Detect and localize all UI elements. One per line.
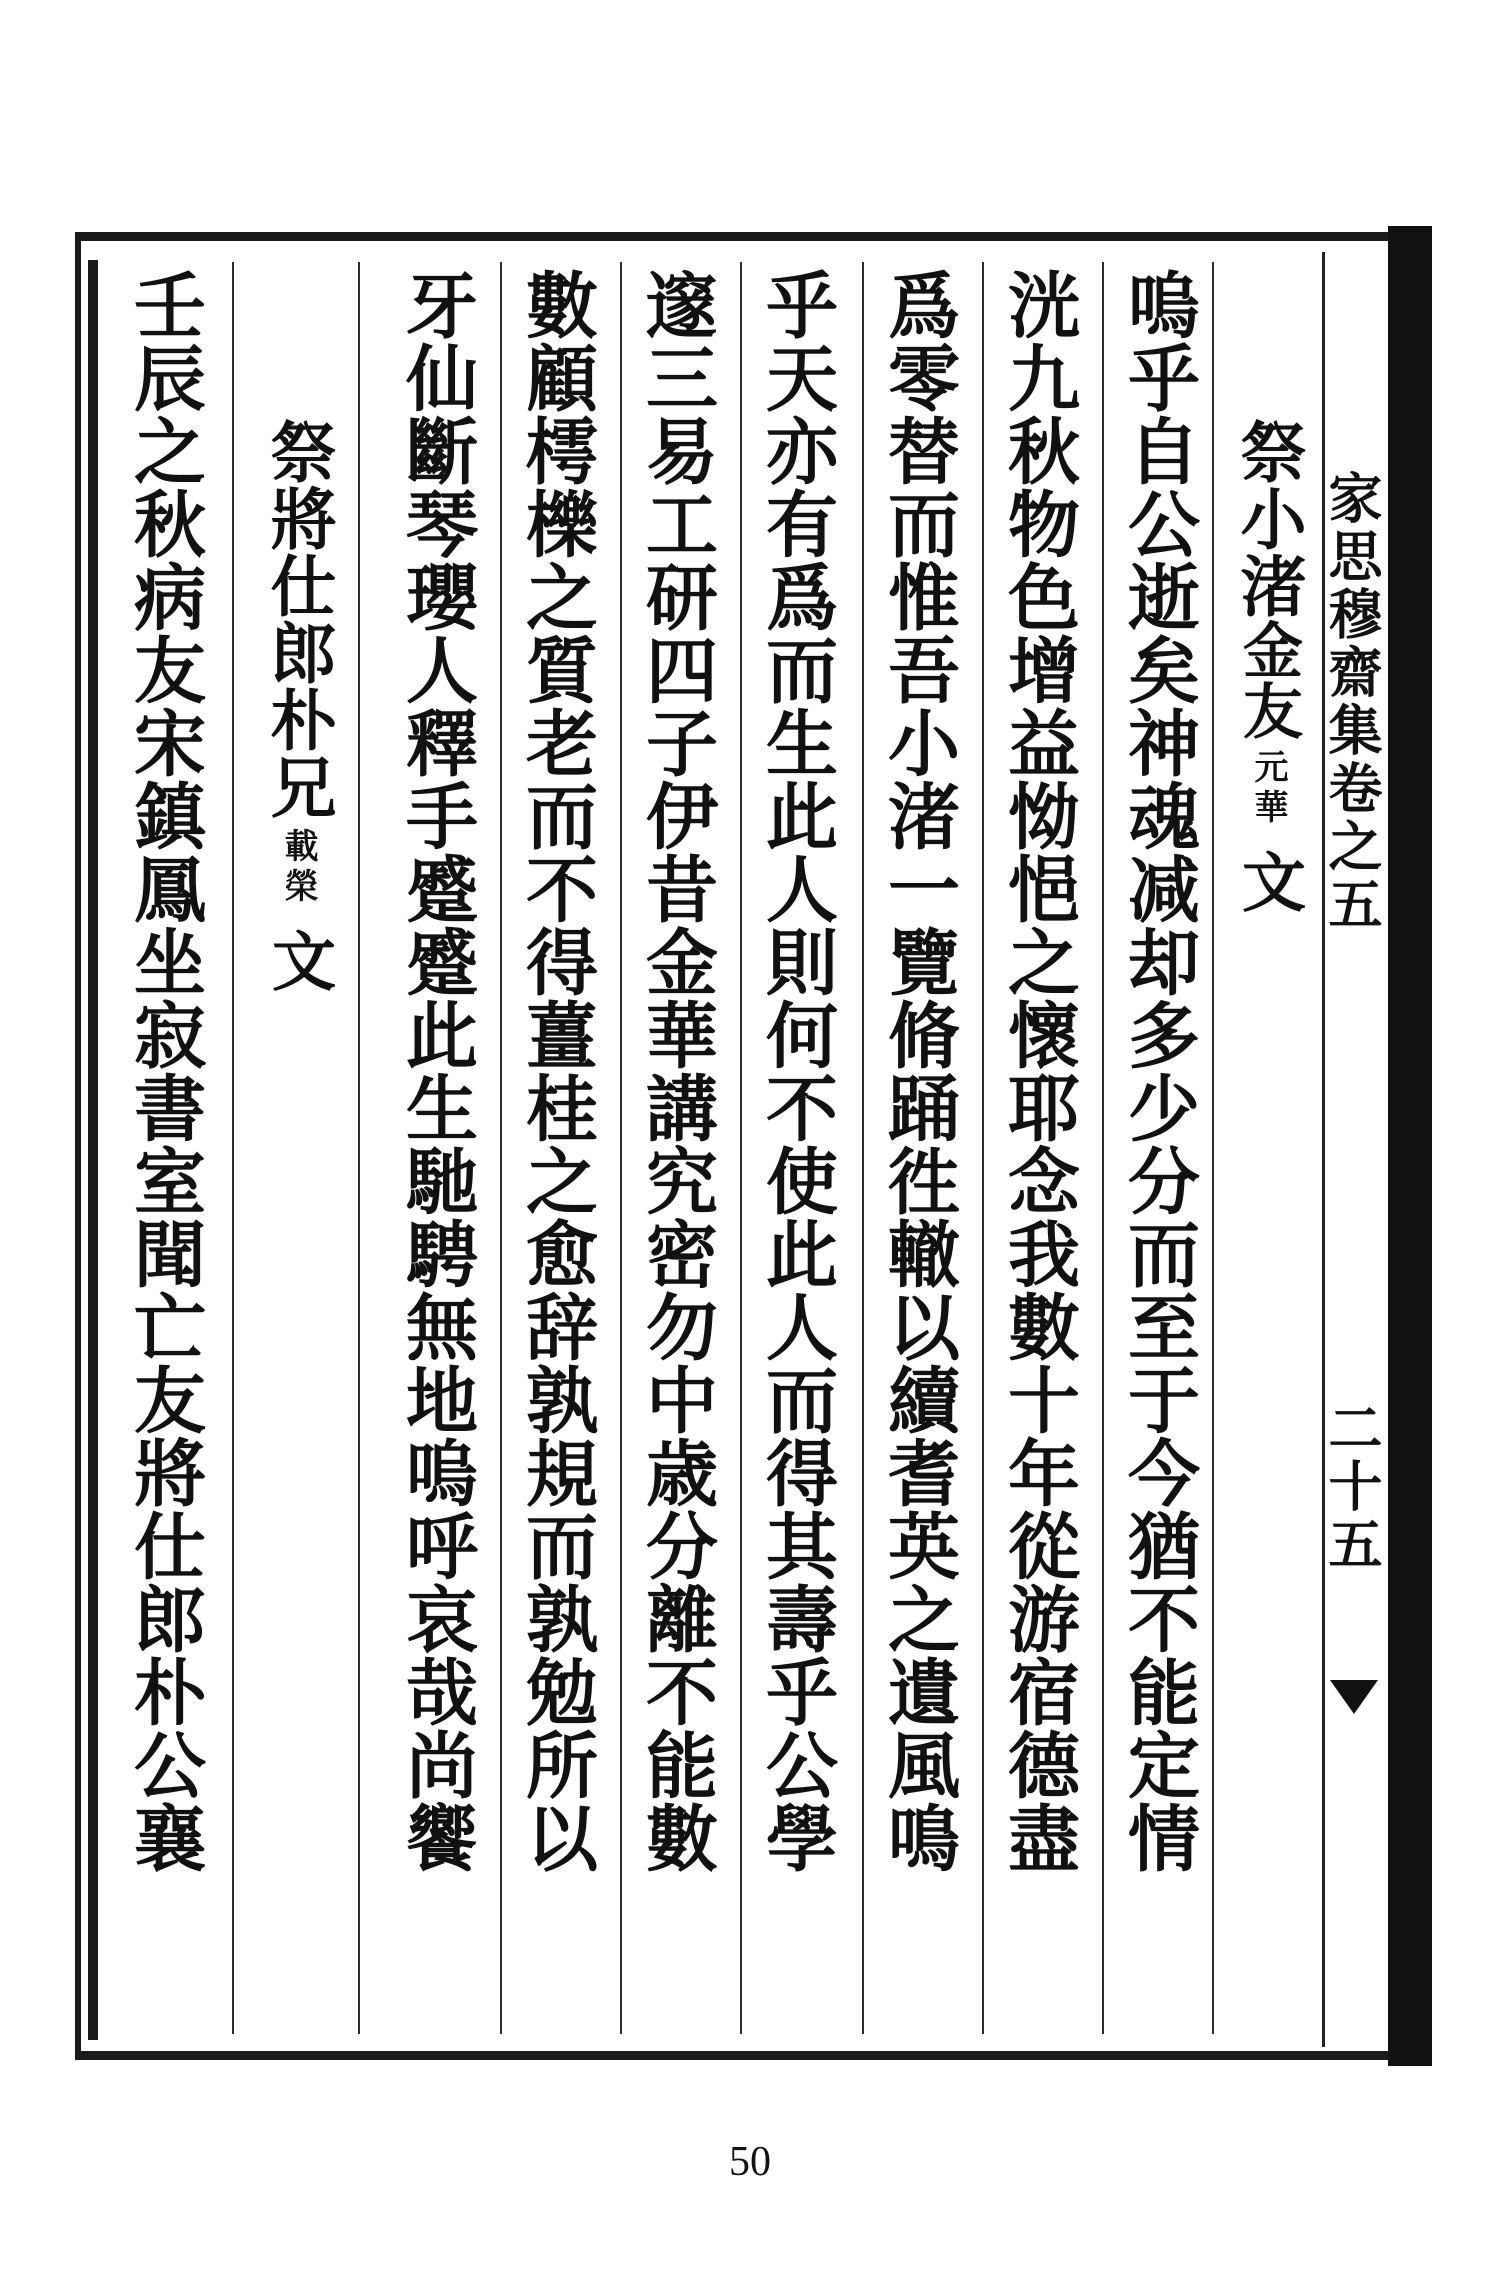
heading-column [246, 268, 350, 2038]
column-text: 爲零替而惟吾小渚一覽脩踊徃轍以續耆英之遺風鳴 [876, 268, 961, 1874]
column-text: 數顧樗櫟之質老而不得薑桂之愈辞孰規而孰勉所以 [514, 268, 599, 1874]
column-rule [982, 262, 984, 2034]
heading-author: 金友 [1233, 619, 1303, 741]
column-text: 牙仙斷琴瓔人釋手蹙蹙此生馳騁無地嗚呼哀哉尚饗 [394, 268, 479, 1874]
binding-band [1388, 226, 1432, 2066]
heading-title: 祭將仕郎朴兄 [259, 418, 337, 820]
left-border-rule [88, 260, 98, 2040]
column-rule [358, 262, 360, 2034]
column-rule [620, 262, 622, 2034]
column-rule [1102, 262, 1104, 2034]
column-rule [862, 262, 864, 2034]
column-rule [500, 262, 502, 2034]
fish-tail-mark [1330, 1680, 1378, 1714]
text-column [986, 268, 1090, 2038]
heading-column [1216, 268, 1320, 2038]
heading-note: 元華 [1248, 749, 1288, 829]
page-number: 50 [729, 2139, 771, 2185]
text-column [112, 268, 216, 2038]
heading-title: 祭小渚 [1229, 418, 1307, 619]
heading-note: 載榮 [278, 828, 318, 908]
column-text: 嗚乎自公逝矣神魂减却多少分而至于今猶不能定情 [1116, 268, 1201, 1874]
heading-suffix: 文 [1231, 849, 1306, 914]
column-text: 洸九秋物色增益怮悒之懷耶念我數十年從游宿德盡 [996, 268, 1081, 1874]
column-rule [1212, 262, 1214, 2034]
text-column [384, 268, 488, 2038]
text-column [1106, 268, 1210, 2038]
column-rule [740, 262, 742, 2034]
fold-title: 家思穆齋集卷之五 [1320, 470, 1384, 934]
column-text: 乎天亦有爲而生此人則何不使此人而得其壽乎公學 [754, 268, 839, 1874]
text-column [744, 268, 848, 2038]
column-text: 壬辰之秋病友宋鎮鳳坐寂書室聞亡友將仕郎朴公襄 [122, 268, 207, 1874]
heading-suffix: 文 [261, 928, 336, 993]
column-text: 邃三易工研四子伊昔金華講究密勿中歳分離不能數 [634, 268, 719, 1874]
text-column [866, 268, 970, 2038]
column-rule [232, 262, 234, 2034]
text-column [504, 268, 608, 2038]
text-column [624, 268, 728, 2038]
fold-page-number: 二十五 [1320, 1400, 1384, 1574]
